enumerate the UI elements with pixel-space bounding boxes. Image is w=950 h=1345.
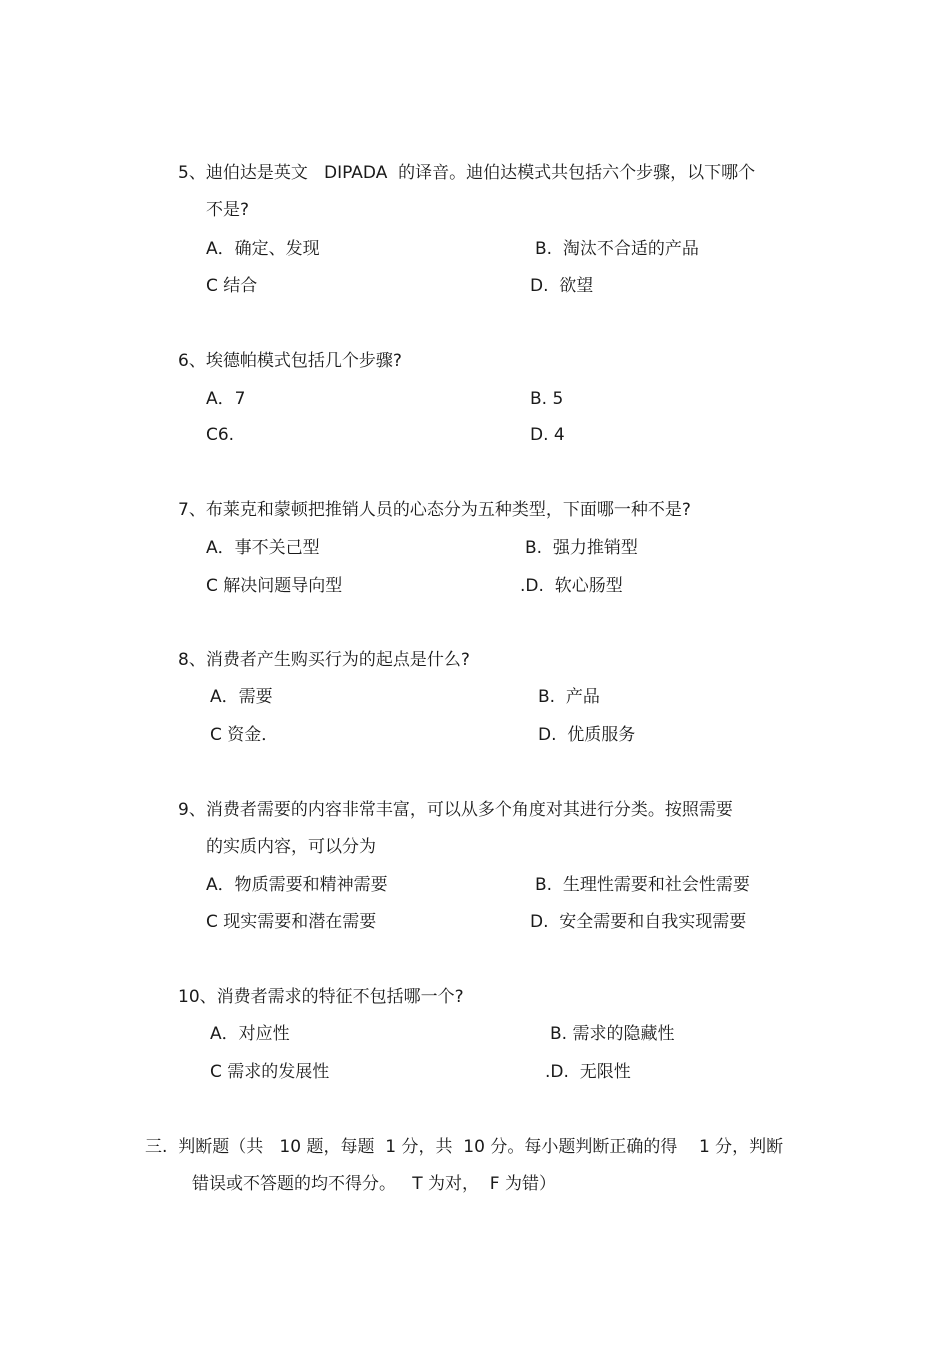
question-8-text: 8、消费者产生购买行为的起点是什么? [178, 650, 470, 670]
question-9-text-cont: 的实质内容，可以分为 [206, 837, 376, 857]
question-9-option-b: B. 生理性需要和社会性需要 [535, 875, 750, 895]
question-8-option-c: C 资金． [210, 725, 279, 745]
section-heading: 三. 判断题（共 10 题，每题 1 分，共 10 分。每小题判断正确的得 1 分，判断 [145, 1137, 784, 1157]
question-5-option-b: B. 淘汰不合适的产品 [535, 239, 699, 259]
question-7-option-a: A．事不关己型 [206, 538, 320, 558]
question-5-text: 5、迪伯达是英文 DIPADA 的译音。迪伯达模式共包括六个步骤，以下哪个 [178, 163, 756, 183]
question-8-option-b: B. 产品 [538, 687, 600, 707]
question-10-option-b: B. 需求的隐藏性 [550, 1024, 675, 1044]
question-10-text: 10、消费者需求的特征不包括哪一个? [178, 987, 464, 1007]
question-8-option-d: D. 优质服务 [538, 725, 636, 745]
question-6-text: 6、埃德帕模式包括几个步骤? [178, 351, 402, 371]
question-6-option-b: B. 5 [530, 389, 564, 409]
question-9-option-a: A．物质需要和精神需要 [206, 875, 388, 895]
question-5-option-c: C 结合 [206, 276, 258, 296]
section-heading-cont: 错误或不答题的均不得分。 T 为对， F 为错） [192, 1174, 556, 1194]
question-9-text: 9、消费者需要的内容非常丰富，可以从多个角度对其进行分类。按照需要 [178, 800, 733, 820]
question-7-option-c: C 解决问题导向型 [206, 576, 343, 596]
question-5-text-cont: 不是? [206, 200, 250, 220]
question-10-option-a: A．对应性 [210, 1024, 290, 1044]
question-5-option-d: D. 欲望 [530, 276, 594, 296]
question-8-option-a: A．需要 [210, 687, 273, 707]
question-7-option-d: .D. 软心肠型 [520, 576, 623, 596]
question-7-text: 7、布莱克和蒙顿把推销人员的心态分为五种类型，下面哪一种不是? [178, 500, 691, 520]
question-10-option-c: C 需求的发展性 [210, 1062, 330, 1082]
question-6-option-c: C6. [206, 425, 235, 445]
question-6-option-d: D. 4 [530, 425, 565, 445]
question-9-option-d: D. 安全需要和自我实现需要 [530, 912, 747, 932]
question-6-option-a: A．7 [206, 389, 246, 409]
question-7-option-b: B. 强力推销型 [525, 538, 638, 558]
question-9-option-c: C 现实需要和潜在需要 [206, 912, 377, 932]
question-10-option-d: .D. 无限性 [545, 1062, 631, 1082]
question-5-option-a: A．确定、发现 [206, 239, 320, 259]
